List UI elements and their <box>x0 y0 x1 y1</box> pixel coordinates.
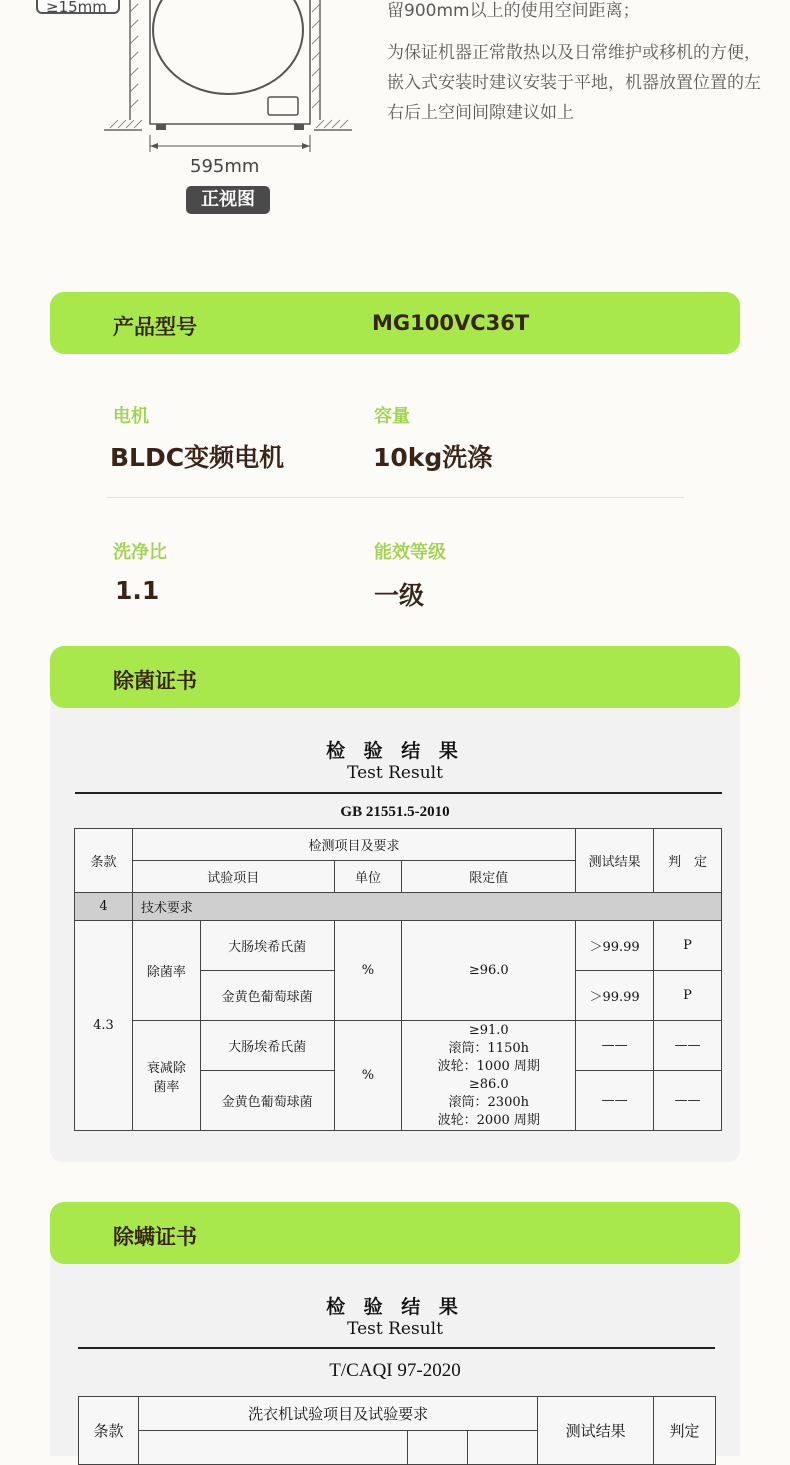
cert1-title-zh: 检 验 结 果 <box>326 740 464 762</box>
result-staph: ＞99.99 <box>576 971 654 1021</box>
model-value: MG100VC36T <box>372 311 530 335</box>
cert1-title-en: Test Result <box>347 763 443 783</box>
view-badge: 正视图 <box>186 186 270 214</box>
mite-removal-header <box>50 1202 740 1264</box>
item-staph: 金黄色葡萄球菌 <box>200 971 334 1021</box>
spec-motor-value: BLDC变频电机 <box>110 443 285 472</box>
header-judge: 判 定 <box>654 829 722 893</box>
header-test-item: 试验项目 <box>132 861 334 893</box>
spec-wash-ratio-label: 洗净比 <box>113 542 167 563</box>
spec-capacity-label: 容量 <box>374 406 410 427</box>
unit-percent-decay: % <box>334 1021 402 1131</box>
note-line-1: 留900mm以上的使用空间距离； <box>387 1 640 21</box>
judge-staph: P <box>654 971 722 1021</box>
header-result: 测试结果 <box>576 829 654 893</box>
spec-divider <box>106 497 684 498</box>
result-ecoli-decay: —— <box>576 1021 654 1071</box>
spec-motor-label: 电机 <box>113 406 149 427</box>
mite-removal-certificate <box>50 1236 740 1456</box>
cert1-title <box>50 736 740 783</box>
cert2-header-judge: 判定 <box>654 1397 716 1465</box>
mite-removal-header-label: 除螨证书 <box>113 1225 197 1249</box>
header-limit: 限定值 <box>402 861 576 893</box>
judge-staph-decay: —— <box>654 1071 722 1131</box>
item-ecoli-decay: 大肠埃希氏菌 <box>200 1021 334 1071</box>
item-ecoli: 大肠埃希氏菌 <box>200 921 334 971</box>
limit-decay-a: ≥91.0 <box>468 1022 509 1038</box>
limit-96: ≥96.0 <box>402 921 576 1021</box>
spec-energy-value: 一级 <box>374 581 425 610</box>
clause-4-3: 4.3 <box>75 921 133 1131</box>
installation-notes <box>387 0 767 128</box>
cert2-header-clause: 条款 <box>79 1397 139 1465</box>
limit-decay-e: 滚筒：2300h <box>448 1094 529 1110</box>
limit-decay-c: 波轮：1000 周期 <box>437 1058 540 1074</box>
result-staph-decay: —— <box>576 1071 654 1131</box>
model-bar <box>50 292 740 354</box>
row-tech-label: 技术要求 <box>132 893 721 921</box>
spec-energy-label: 能效等级 <box>374 542 446 563</box>
item-staph-decay: 金黄色葡萄球菌 <box>200 1071 334 1131</box>
limit-decay <box>402 1021 576 1131</box>
row-tech-no: 4 <box>75 893 133 921</box>
cert2-subheader-1 <box>138 1431 408 1465</box>
sterilization-header-label: 除菌证书 <box>113 669 197 693</box>
limit-decay-b: 滚筒：1150h <box>448 1040 529 1056</box>
cert2-subheader-2 <box>408 1431 468 1465</box>
clearance-tag: ≥15mm <box>36 0 120 14</box>
result-ecoli: ＞99.99 <box>576 921 654 971</box>
cert2-title-zh: 检 验 结 果 <box>326 1296 464 1318</box>
header-clause: 条款 <box>75 829 133 893</box>
cert2-standard: T/CAQI 97-2020 <box>329 1360 461 1381</box>
judge-ecoli-decay: —— <box>654 1021 722 1071</box>
spec-wash-ratio-value: 1.1 <box>115 576 160 605</box>
cert2-title-en: Test Result <box>347 1319 443 1339</box>
sterilization-header <box>50 646 740 708</box>
front-view-diagram <box>0 0 380 230</box>
spec-capacity-value: 10kg洗涤 <box>373 443 493 472</box>
limit-decay-d: ≥86.0 <box>468 1076 509 1092</box>
limit-decay-f: 波轮：2000 周期 <box>437 1112 540 1128</box>
header-items-req: 检测项目及要求 <box>132 829 575 861</box>
cert1-standard: GB 21551.5-2010 <box>340 804 450 820</box>
group-decay-rate: 衰减除菌率 <box>132 1021 200 1131</box>
cert1-table <box>74 828 722 1131</box>
cert2-title <box>50 1292 740 1339</box>
width-label: 595mm <box>190 156 260 177</box>
model-label: 产品型号 <box>113 315 197 339</box>
sterilization-certificate <box>50 680 740 1162</box>
cert2-header-result: 测试结果 <box>538 1397 654 1465</box>
cert1-rule <box>75 792 722 794</box>
unit-percent: % <box>334 921 402 1021</box>
cert2-subheader-3 <box>468 1431 538 1465</box>
cert2-header-items-req: 洗衣机试验项目及试验要求 <box>138 1397 537 1431</box>
cert2-rule <box>78 1347 715 1349</box>
cert2-table <box>78 1396 716 1465</box>
note-line-2: 为保证机器正常散热以及日常维护或移机的方便，嵌入式安装时建议安装于平地，机器放置位置的左右后上空间间隙建议如上 <box>387 43 761 123</box>
judge-ecoli: P <box>654 921 722 971</box>
header-unit: 单位 <box>334 861 402 893</box>
group-sterilization-rate: 除菌率 <box>132 921 200 1021</box>
